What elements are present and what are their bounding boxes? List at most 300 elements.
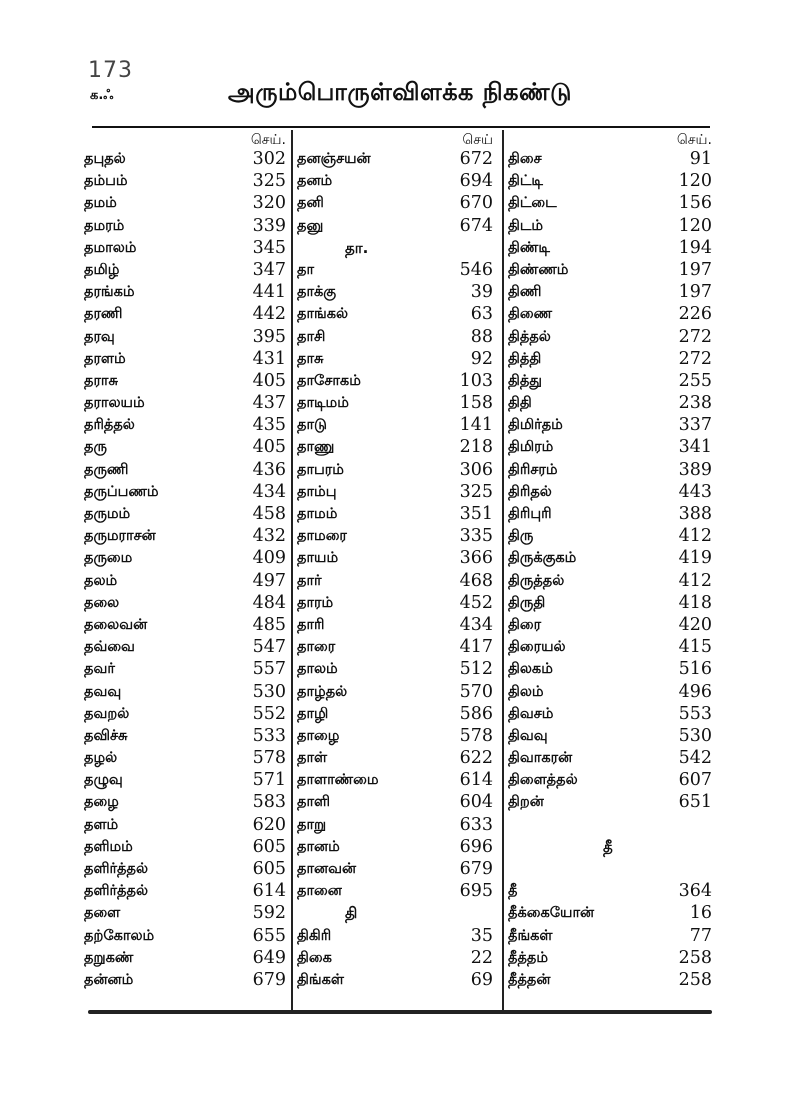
entry-verse-number: 484 bbox=[252, 592, 286, 613]
entry-verse-number: 530 bbox=[252, 681, 286, 702]
entry-verse-number: 651 bbox=[678, 792, 712, 813]
entry-word: தராலயம் bbox=[84, 395, 145, 412]
entry-verse-number: 39 bbox=[470, 282, 493, 303]
entry-word: திண்ணம் bbox=[508, 261, 569, 278]
entry-word: தழை bbox=[84, 794, 119, 811]
entry-word: தாணு bbox=[297, 439, 335, 456]
entry-verse-number: 547 bbox=[252, 637, 286, 658]
entry-word: திணை bbox=[508, 306, 553, 323]
entry-word: திவாகரன் bbox=[508, 750, 573, 767]
entry-verse-number: 614 bbox=[252, 881, 286, 902]
entry-word: திரிசரம் bbox=[508, 461, 558, 478]
entry-row bbox=[508, 681, 712, 703]
entry-word: திதி bbox=[508, 395, 532, 412]
entry-word: தமிழ் bbox=[84, 261, 120, 278]
column-divider bbox=[502, 130, 504, 1010]
entry-word: தலைவன் bbox=[84, 616, 148, 633]
column-header: செய். bbox=[250, 132, 286, 148]
entry-word: தீத்தன் bbox=[508, 971, 551, 988]
entry-row bbox=[508, 303, 712, 325]
entry-word: தருப்பணம் bbox=[84, 483, 159, 500]
entry-row bbox=[84, 902, 286, 924]
entry-word: திசை bbox=[508, 151, 542, 167]
page-number: 173 bbox=[88, 58, 133, 83]
entry-word: தம்பம் bbox=[84, 173, 128, 190]
entry-row bbox=[508, 215, 712, 237]
entry-row bbox=[84, 525, 286, 547]
entry-verse-number: 197 bbox=[678, 282, 712, 303]
entry-list bbox=[508, 148, 712, 991]
entry-row bbox=[508, 525, 712, 547]
entry-verse-number: 389 bbox=[678, 459, 712, 480]
entry-row bbox=[508, 170, 712, 192]
entry-word: தரு bbox=[84, 439, 107, 456]
entry-row bbox=[508, 392, 712, 414]
entry-row bbox=[508, 503, 712, 525]
section-heading-row bbox=[297, 902, 497, 924]
entry-word: தீங்கள் bbox=[508, 927, 553, 944]
entry-verse-number: 434 bbox=[252, 481, 286, 502]
entry-word: தறுகண் bbox=[84, 949, 134, 966]
entry-list bbox=[297, 148, 497, 991]
entry-word: தாசு bbox=[297, 350, 324, 367]
entry-verse-number: 431 bbox=[252, 348, 286, 369]
entry-word: தாக்கு bbox=[297, 284, 337, 301]
entry-verse-number: 614 bbox=[459, 770, 493, 791]
entry-row bbox=[297, 215, 497, 237]
entry-word: திலகம் bbox=[508, 661, 553, 678]
entry-row bbox=[508, 880, 712, 902]
entry-verse-number: 533 bbox=[252, 725, 286, 746]
entry-word: தாங்கல் bbox=[297, 306, 349, 323]
entry-word: தாளாண்மை bbox=[297, 772, 379, 789]
entry-verse-number: 335 bbox=[459, 526, 493, 547]
entry-row bbox=[84, 414, 286, 436]
entry-verse-number: 341 bbox=[678, 437, 712, 458]
section-heading-row bbox=[508, 836, 712, 858]
entry-verse-number: 420 bbox=[678, 614, 712, 635]
entry-word: தலம் bbox=[84, 572, 118, 589]
entry-verse-number: 679 bbox=[252, 969, 286, 990]
entry-row bbox=[508, 814, 712, 836]
entry-verse-number: 434 bbox=[459, 614, 493, 635]
entry-row bbox=[297, 747, 497, 769]
entry-row bbox=[84, 614, 286, 636]
entry-row bbox=[297, 769, 497, 791]
entry-row bbox=[508, 547, 712, 569]
entry-row bbox=[297, 259, 497, 281]
entry-verse-number: 364 bbox=[678, 881, 712, 902]
entry-verse-number: 436 bbox=[252, 459, 286, 480]
entry-row bbox=[84, 592, 286, 614]
entry-verse-number: 586 bbox=[459, 703, 493, 724]
entry-verse-number: 605 bbox=[252, 859, 286, 879]
entry-verse-number: 325 bbox=[459, 481, 493, 502]
entry-verse-number: 120 bbox=[678, 215, 712, 236]
entry-verse-number: 578 bbox=[252, 748, 286, 769]
entry-row bbox=[297, 281, 497, 303]
entry-row bbox=[84, 370, 286, 392]
entry-verse-number: 255 bbox=[678, 370, 712, 391]
entry-word: தாழி bbox=[297, 705, 329, 722]
entry-word: திவசம் bbox=[508, 705, 554, 722]
entry-verse-number: 516 bbox=[678, 659, 712, 680]
entry-verse-number: 497 bbox=[252, 570, 286, 591]
entry-row bbox=[297, 414, 497, 436]
entry-word: திருதி bbox=[508, 594, 546, 611]
entry-verse-number: 415 bbox=[678, 637, 712, 658]
entry-word: திரிபுரி bbox=[508, 506, 552, 522]
section-heading: தீ bbox=[603, 837, 613, 856]
entry-word: தாள் bbox=[297, 750, 328, 767]
entry-word: தவர் bbox=[84, 661, 115, 678]
entry-word: தானை bbox=[297, 883, 342, 900]
entry-verse-number: 649 bbox=[252, 947, 286, 968]
entry-verse-number: 158 bbox=[459, 393, 493, 414]
entry-word: தளிமம் bbox=[84, 838, 133, 855]
entry-row bbox=[84, 326, 286, 348]
entry-row bbox=[297, 658, 497, 680]
entry-row bbox=[297, 170, 497, 192]
column-divider bbox=[291, 130, 293, 1010]
section-heading: தா. bbox=[345, 238, 369, 257]
entry-word: திருத்தல் bbox=[508, 572, 565, 589]
entry-word: தளை bbox=[84, 905, 121, 922]
entry-verse-number: 694 bbox=[459, 171, 493, 192]
entry-row bbox=[508, 636, 712, 658]
entry-row bbox=[297, 303, 497, 325]
entry-verse-number: 405 bbox=[252, 437, 286, 458]
entry-verse-number: 546 bbox=[459, 259, 493, 280]
entry-row bbox=[84, 170, 286, 192]
entry-word: தருணி bbox=[84, 461, 129, 478]
entry-word: தவறல் bbox=[84, 705, 130, 722]
entry-verse-number: 272 bbox=[678, 326, 712, 347]
entry-row bbox=[508, 858, 712, 880]
entry-verse-number: 88 bbox=[470, 326, 493, 347]
entry-verse-number: 571 bbox=[252, 770, 286, 791]
entry-row bbox=[297, 725, 497, 747]
entry-row bbox=[508, 348, 712, 370]
entry-verse-number: 620 bbox=[252, 814, 286, 835]
entry-word: திட்டை bbox=[508, 195, 557, 212]
entry-row bbox=[508, 259, 712, 281]
entry-verse-number: 92 bbox=[470, 348, 493, 369]
entry-row bbox=[84, 791, 286, 813]
entry-word: தவவு bbox=[84, 683, 122, 700]
entry-row bbox=[508, 902, 712, 924]
entry-word: தருமராசன் bbox=[84, 528, 156, 545]
entry-verse-number: 419 bbox=[678, 548, 712, 569]
entry-row bbox=[297, 614, 497, 636]
entry-row bbox=[297, 525, 497, 547]
entry-row bbox=[508, 237, 712, 259]
entry-verse-number: 672 bbox=[459, 149, 493, 169]
section-heading-row bbox=[297, 237, 497, 259]
entry-word: திளைத்தல் bbox=[508, 772, 578, 789]
entry-verse-number: 578 bbox=[459, 725, 493, 746]
entry-word: தவ்வை bbox=[84, 639, 135, 656]
entry-word: திணி bbox=[508, 284, 542, 301]
entry-word: தபுதல் bbox=[84, 151, 126, 167]
entry-word: தீக்கையோன் bbox=[508, 905, 595, 922]
entry-word: தாலம் bbox=[297, 661, 338, 678]
entry-word: தாடு bbox=[297, 417, 327, 434]
entry-word: தா bbox=[297, 261, 315, 278]
entry-row bbox=[297, 392, 497, 414]
entry-row bbox=[84, 814, 286, 836]
entry-verse-number: 345 bbox=[252, 237, 286, 258]
entry-verse-number: 633 bbox=[459, 814, 493, 835]
entry-row bbox=[508, 925, 712, 947]
entry-word: தருமை bbox=[84, 550, 133, 567]
entry-row bbox=[84, 215, 286, 237]
entry-row bbox=[84, 658, 286, 680]
entry-verse-number: 485 bbox=[252, 614, 286, 635]
entry-verse-number: 496 bbox=[678, 681, 712, 702]
entry-verse-number: 77 bbox=[689, 925, 712, 946]
entry-verse-number: 557 bbox=[252, 659, 286, 680]
entry-verse-number: 258 bbox=[678, 947, 712, 968]
entry-word: தாரம் bbox=[297, 594, 334, 611]
entry-verse-number: 570 bbox=[459, 681, 493, 702]
entry-verse-number: 432 bbox=[252, 526, 286, 547]
entry-verse-number: 468 bbox=[459, 570, 493, 591]
entry-verse-number: 35 bbox=[470, 925, 493, 946]
entry-word: திரு bbox=[508, 528, 534, 545]
entry-row bbox=[297, 436, 497, 458]
entry-word: தாரை bbox=[297, 639, 336, 656]
entry-verse-number: 670 bbox=[459, 193, 493, 214]
entry-verse-number: 553 bbox=[678, 703, 712, 724]
entry-verse-number: 542 bbox=[678, 748, 712, 769]
entry-verse-number: 552 bbox=[252, 703, 286, 724]
entry-verse-number: 337 bbox=[678, 415, 712, 436]
entry-verse-number: 325 bbox=[252, 171, 286, 192]
entry-row bbox=[84, 925, 286, 947]
entry-verse-number: 16 bbox=[689, 903, 712, 924]
column-header: செய் bbox=[462, 132, 493, 148]
entry-row bbox=[84, 259, 286, 281]
entry-verse-number: 238 bbox=[678, 393, 712, 414]
bottom-rule bbox=[88, 1010, 712, 1014]
entry-verse-number: 412 bbox=[678, 526, 712, 547]
entry-word: தித்தி bbox=[508, 350, 542, 367]
entry-word: திலம் bbox=[508, 683, 544, 700]
entry-word: தாயம் bbox=[297, 550, 339, 567]
entry-row bbox=[84, 636, 286, 658]
entry-verse-number: 351 bbox=[459, 504, 493, 524]
entry-row bbox=[84, 747, 286, 769]
entry-row bbox=[297, 858, 497, 880]
entry-row bbox=[508, 769, 712, 791]
entry-verse-number: 605 bbox=[252, 836, 286, 857]
entry-row bbox=[508, 969, 712, 991]
entry-row bbox=[297, 836, 497, 858]
entry-word: தனஞ்சயன் bbox=[297, 151, 371, 167]
entry-word: தரவு bbox=[84, 328, 115, 345]
entry-row bbox=[297, 348, 497, 370]
entry-word: தாடிமம் bbox=[297, 395, 349, 412]
entry-row bbox=[84, 969, 286, 991]
entry-word: தித்தல் bbox=[508, 328, 551, 345]
entry-word: திறன் bbox=[508, 794, 544, 811]
page-title: அரும்பொருள்விளக்க நிகண்டு bbox=[228, 78, 572, 106]
entry-row bbox=[297, 880, 497, 902]
entry-row bbox=[297, 503, 497, 525]
entry-word: தனு bbox=[297, 217, 324, 234]
entry-row bbox=[84, 858, 286, 880]
entry-row bbox=[297, 148, 497, 170]
entry-row bbox=[508, 414, 712, 436]
entry-row bbox=[508, 791, 712, 813]
entry-row bbox=[84, 237, 286, 259]
entry-verse-number: 696 bbox=[459, 836, 493, 857]
entry-verse-number: 103 bbox=[459, 370, 493, 391]
entry-verse-number: 622 bbox=[459, 748, 493, 769]
entry-row bbox=[297, 925, 497, 947]
entry-verse-number: 69 bbox=[470, 969, 493, 990]
entry-word: தாபரம் bbox=[297, 461, 344, 478]
entry-row bbox=[84, 148, 286, 170]
entry-word: தரணி bbox=[84, 306, 123, 323]
entry-verse-number: 458 bbox=[252, 504, 286, 524]
entry-row bbox=[297, 326, 497, 348]
entry-verse-number: 91 bbox=[689, 149, 712, 169]
entry-word: திருக்குகம் bbox=[508, 550, 577, 567]
entry-word: தராசு bbox=[84, 372, 118, 389]
entry-word: தாழை bbox=[297, 727, 340, 744]
entry-word: திரையல் bbox=[508, 639, 566, 656]
entry-word: தாரி bbox=[297, 616, 325, 633]
entry-row bbox=[84, 503, 286, 525]
entry-row bbox=[508, 436, 712, 458]
entry-verse-number: 156 bbox=[678, 193, 712, 214]
entry-row bbox=[508, 570, 712, 592]
entry-verse-number: 194 bbox=[678, 237, 712, 258]
entry-word: திகை bbox=[297, 949, 332, 966]
entry-verse-number: 452 bbox=[459, 592, 493, 613]
entry-word: திடம் bbox=[508, 217, 544, 234]
entry-row bbox=[297, 459, 497, 481]
entry-row bbox=[508, 614, 712, 636]
entry-row bbox=[508, 747, 712, 769]
entry-verse-number: 441 bbox=[252, 282, 286, 303]
entry-verse-number: 197 bbox=[678, 259, 712, 280]
entry-row bbox=[297, 681, 497, 703]
entry-row bbox=[508, 148, 712, 170]
entry-word: திவவு bbox=[508, 727, 548, 744]
section-heading: தி bbox=[345, 904, 358, 923]
entry-word: தரங்கம் bbox=[84, 284, 135, 301]
entry-row bbox=[84, 192, 286, 214]
entry-verse-number: 417 bbox=[459, 637, 493, 658]
entry-word: தாம்பு bbox=[297, 483, 337, 500]
entry-row bbox=[508, 192, 712, 214]
entry-row bbox=[84, 436, 286, 458]
entry-verse-number: 679 bbox=[459, 859, 493, 879]
entry-word: திண்டி bbox=[508, 239, 550, 256]
entry-row bbox=[84, 681, 286, 703]
entry-row bbox=[297, 636, 497, 658]
entry-word: தழுவு bbox=[84, 772, 123, 789]
entry-word: திரிதல் bbox=[508, 483, 552, 500]
entry-row bbox=[508, 658, 712, 680]
entry-word: தவிச்சு bbox=[84, 727, 128, 744]
entry-verse-number: 141 bbox=[459, 415, 493, 436]
entry-word: தனம் bbox=[297, 173, 333, 190]
entry-row bbox=[84, 303, 286, 325]
entry-list bbox=[84, 148, 286, 991]
entry-word: தானம் bbox=[297, 838, 340, 855]
entry-verse-number: 306 bbox=[459, 459, 493, 480]
entry-word: தழல் bbox=[84, 750, 118, 767]
entry-verse-number: 339 bbox=[252, 215, 286, 236]
entry-verse-number: 607 bbox=[678, 770, 712, 791]
entry-verse-number: 258 bbox=[678, 969, 712, 990]
entry-verse-number: 443 bbox=[678, 481, 712, 502]
entry-row bbox=[84, 481, 286, 503]
entry-verse-number: 655 bbox=[252, 925, 286, 946]
column-header: செய். bbox=[676, 132, 712, 148]
entry-verse-number: 530 bbox=[678, 725, 712, 746]
entry-row bbox=[84, 281, 286, 303]
entry-word: தமாலம் bbox=[84, 239, 137, 256]
entry-word: தலை bbox=[84, 594, 120, 611]
entry-row bbox=[84, 725, 286, 747]
entry-word: தீ bbox=[508, 883, 518, 900]
entry-verse-number: 388 bbox=[678, 504, 712, 524]
entry-word: தார் bbox=[297, 572, 322, 589]
entry-verse-number: 409 bbox=[252, 548, 286, 569]
entry-verse-number: 320 bbox=[252, 193, 286, 214]
entry-verse-number: 405 bbox=[252, 370, 286, 391]
entry-word: தானவன் bbox=[297, 861, 357, 877]
book-short-code: க.ஃ bbox=[90, 88, 114, 103]
entry-verse-number: 226 bbox=[678, 304, 712, 325]
entry-row bbox=[84, 947, 286, 969]
entry-row bbox=[297, 814, 497, 836]
entry-verse-number: 302 bbox=[252, 149, 286, 169]
entry-word: தமம் bbox=[84, 195, 117, 212]
entry-word: திரை bbox=[508, 616, 542, 633]
entry-word: திட்டி bbox=[508, 173, 543, 190]
entry-row bbox=[84, 570, 286, 592]
entry-verse-number: 63 bbox=[470, 304, 493, 325]
entry-verse-number: 437 bbox=[252, 393, 286, 414]
entry-verse-number: 583 bbox=[252, 792, 286, 813]
entry-verse-number: 347 bbox=[252, 259, 286, 280]
entry-row bbox=[508, 459, 712, 481]
entry-verse-number: 604 bbox=[459, 792, 493, 813]
entry-row bbox=[84, 392, 286, 414]
entry-row bbox=[84, 703, 286, 725]
entry-word: தாசோகம் bbox=[297, 372, 361, 389]
entry-row bbox=[508, 725, 712, 747]
entry-verse-number: 412 bbox=[678, 570, 712, 591]
top-rule bbox=[92, 126, 710, 128]
entry-row bbox=[84, 459, 286, 481]
entry-row bbox=[297, 547, 497, 569]
entry-verse-number: 120 bbox=[678, 171, 712, 192]
entry-row bbox=[508, 947, 712, 969]
entry-verse-number: 442 bbox=[252, 304, 286, 325]
entry-row bbox=[297, 703, 497, 725]
entry-verse-number: 366 bbox=[459, 548, 493, 569]
entry-row bbox=[297, 192, 497, 214]
entry-word: திமிர்தம் bbox=[508, 417, 563, 434]
entry-row bbox=[84, 769, 286, 791]
